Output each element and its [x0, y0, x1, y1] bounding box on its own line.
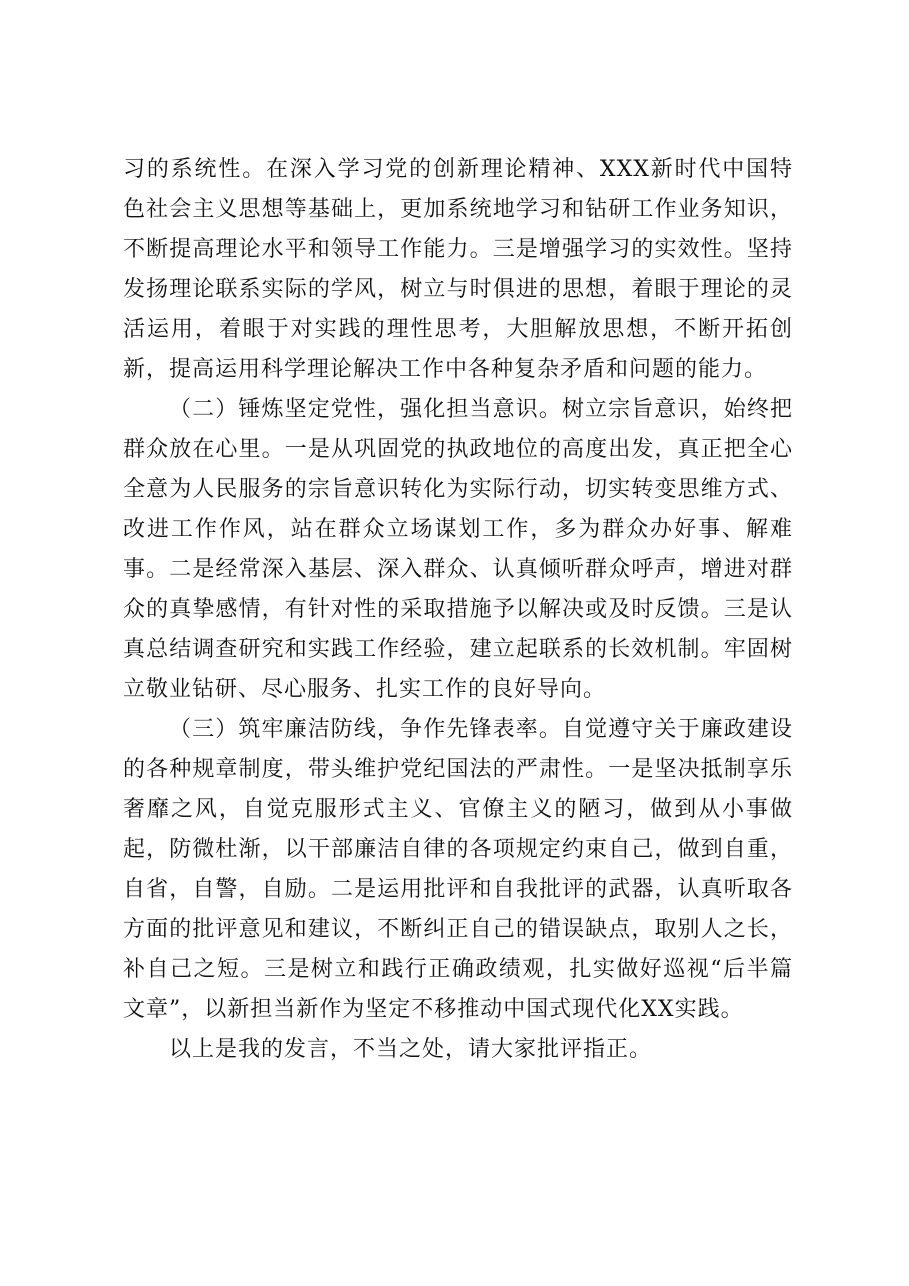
document-body	[123, 150, 793, 1070]
paragraph-section-two: （二）锤炼坚定党性，强化担当意识。树立宗旨意识，始终把群众放在心里。一是从巩固党的执政地位的高度出发，真正把全心全意为人民服务的宗旨意识转化为实际行动，切实转变思维方式、改进工作作风，站在群众立场谋划工作，多为群众办好事、解难事。二是经常深入基层、深入群众、认真倾听群众呼声，增进对群众的真挚感情，有针对性的采取措施予以解决或及时反馈。三是认真总结调查研究和实践工作经验，建立起联系的长效机制。牢固树立敬业钻研、尽心服务、扎实工作的良好导向。	[123, 397, 793, 702]
paragraph-continued: 习的系统性。在深入学习党的创新理论精神、XXX新时代中国特色社会主义思想等基础上，更加系统地学习和钻研工作业务知识，不断提高理论水平和领导工作能力。三是增强学习的实效性。坚持发扬理论联系实际的学风，树立与时俱进的思想，着眼于理论的灵活运用，着眼于对实践的理性思考，大胆解放思想，不断开拓创新，提高运用科学理论解决工作中各种复杂矛盾和问题的能力。	[123, 157, 793, 382]
paragraph-closing: 以上是我的发言，不当之处，请大家批评指正。	[169, 1037, 653, 1062]
paragraph-section-three: （三）筑牢廉洁防线，争作先锋表率。自觉遵守关于廉政建设的各种规章制度，带头维护党纪国法的严肃性。一是坚决抵制享乐奢靡之风，自觉克服形式主义、官僚主义的陋习，做到从小事做起，防微杜渐，以干部廉洁自律的各项规定约束自己，做到自重，自省，自警，自励。二是运用批评和自我批评的武器，认真听取各方面的批评意见和建议，不断纠正自己的错误缺点，取别人之长，补自己之短。三是树立和践行正确政绩观，扎实做好巡视“后半篇文章”，以新担当新作为坚定不移推动中国式现代化XX实践。	[123, 717, 793, 1022]
